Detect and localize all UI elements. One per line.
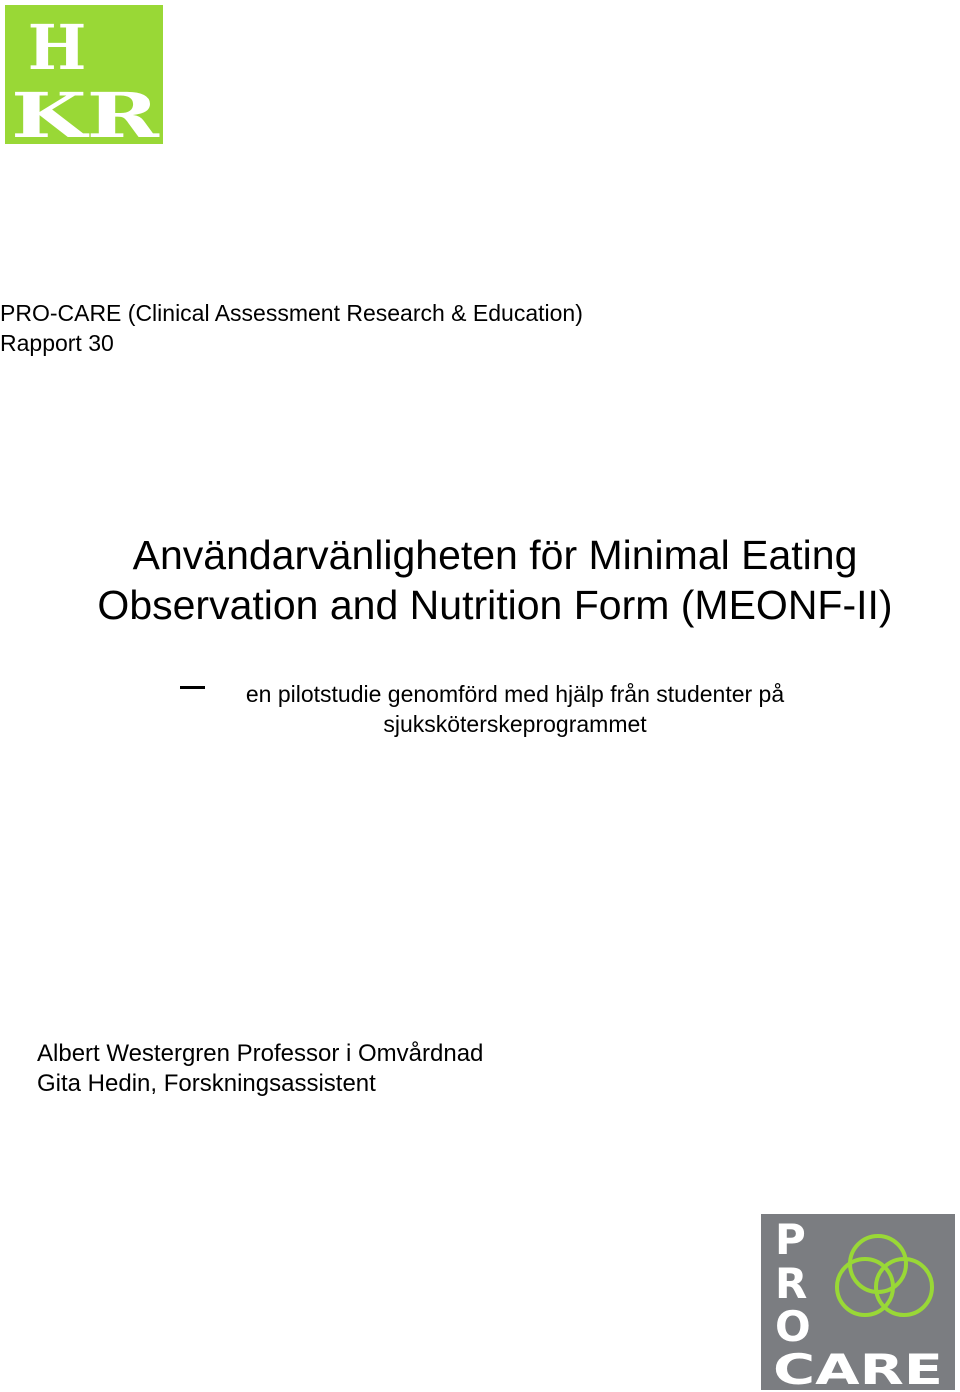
document-title — [0, 530, 960, 630]
series-name: PRO-CARE (Clinical Assessment Research & Education) — [0, 300, 583, 326]
author-2: Gita Hedin, Forskningsassistent — [37, 1070, 376, 1097]
hkr-logo-letter-h: H — [27, 11, 87, 84]
subtitle-line-2: sjuksköterskeprogrammet — [383, 711, 647, 737]
title-line-2: Observation and Nutrition Form (MEONF-II) — [97, 582, 893, 628]
procare-logo-letter-r: R — [775, 1259, 808, 1308]
hkr-logo — [5, 5, 163, 144]
author-list — [37, 1039, 483, 1099]
procare-logo-word-care: CARE — [773, 1345, 943, 1390]
document-subtitle — [30, 679, 960, 739]
procare-logo-letter-p: P — [775, 1215, 806, 1264]
hkr-logo-letters-kr: KR — [11, 79, 160, 144]
title-line-1: Användarvänligheten för Minimal Eating — [132, 532, 858, 578]
subtitle-line-1: en pilotstudie genomförd med hjälp från studenter på — [245, 681, 785, 707]
report-series — [0, 298, 583, 358]
procare-logo-letter-o: O — [775, 1302, 811, 1351]
author-1: Albert Westergren Professor i Omvårdnad — [37, 1040, 484, 1067]
procare-logo — [761, 1214, 955, 1390]
report-number: Rapport 30 — [0, 330, 114, 356]
